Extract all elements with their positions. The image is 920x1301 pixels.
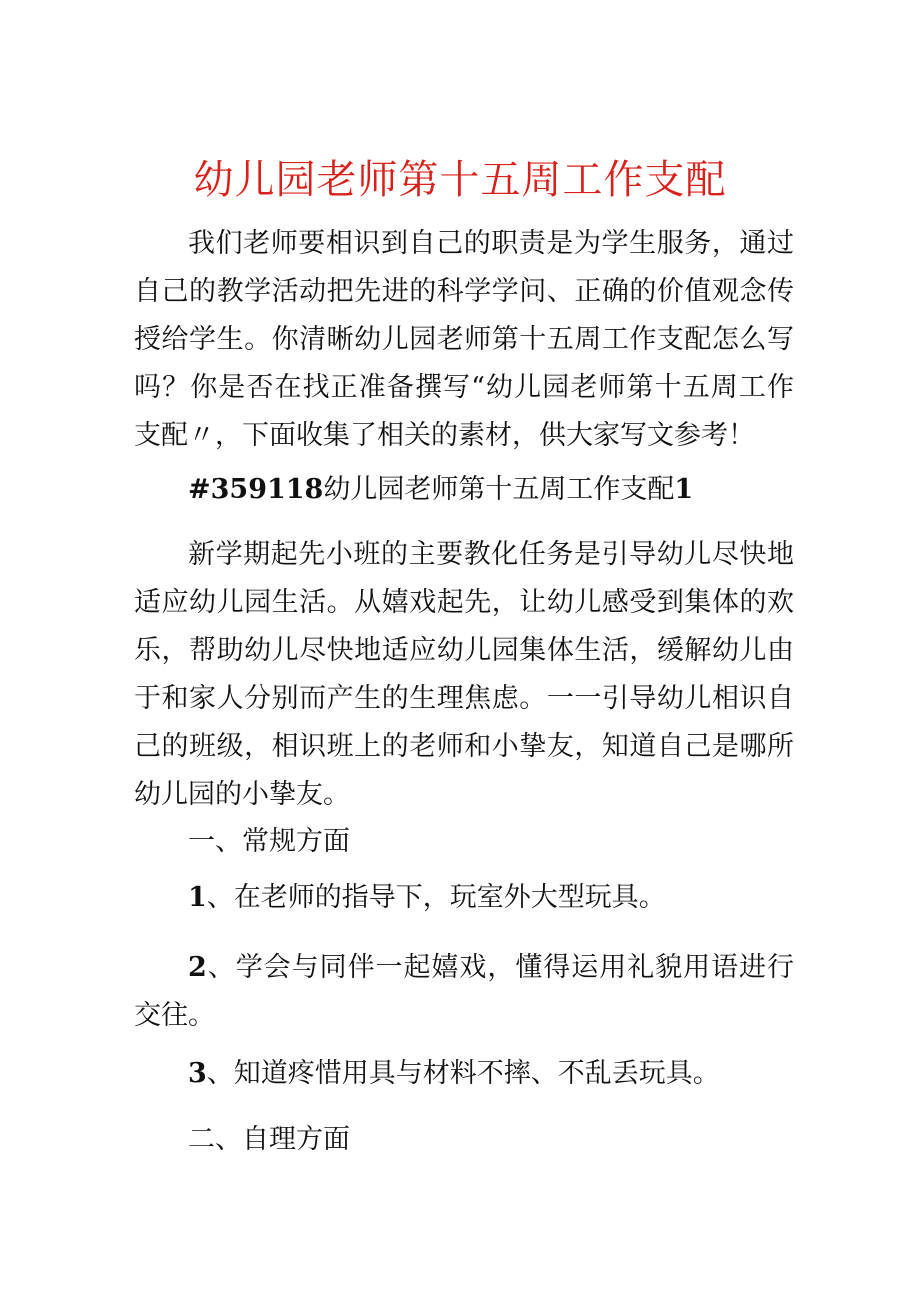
list-item <box>188 1050 798 1098</box>
list-item <box>188 874 798 922</box>
list-item-number: 3 <box>188 1058 207 1089</box>
section-heading <box>188 466 798 514</box>
section-heading-text: 幼儿园老师第十五周工作支配 <box>323 474 675 505</box>
list-item-number: 2 <box>188 952 207 983</box>
document-title: 幼儿园老师第十五周工作支配 <box>193 157 727 203</box>
section-body-paragraph: 新学期起先小班的主要教化任务是引导幼儿尽快地适应幼儿园生活。从嬉戏起先，让幼儿感受到集体的欢乐，帮助幼儿尽快地适应幼儿园集体生活，缓解幼儿由于和家人分别而产生的生理焦虑。一一引导幼儿相识自己的班级，相识班上的老师和小挚友，知道自己是哪所幼儿园的小挚友。 <box>134 539 794 810</box>
list-item-number: 1 <box>188 882 207 913</box>
list-item-text: 、知道疼惜用具与材料不摔、不乱丢玩具。 <box>206 1058 720 1089</box>
subsection-heading-selfcare: 二、自理方面 <box>188 1124 350 1155</box>
section-heading-id: #359118 <box>188 474 324 505</box>
subsection-heading-routine: 一、常规方面 <box>188 826 350 857</box>
list-item-text: 、学会与同伴一起嬉戏，懂得运用礼貌用语进行交往。 <box>134 952 794 1031</box>
section-heading-number: 1 <box>674 474 694 505</box>
intro-paragraph: 我们老师要相识到自己的职责是为学生服务，通过自己的教学活动把先进的科学学问、正确的价值观念传授给学生。你清晰幼儿园老师第十五周工作支配怎么写吗？你是否在找正准备撰写“幼儿园老师第十五周工作支配〃，下面收集了相关的素材，供大家写文参考！ <box>134 228 794 451</box>
list-item <box>134 944 794 1040</box>
list-item-text: 、在老师的指导下，玩室外大型玩具。 <box>206 882 666 913</box>
